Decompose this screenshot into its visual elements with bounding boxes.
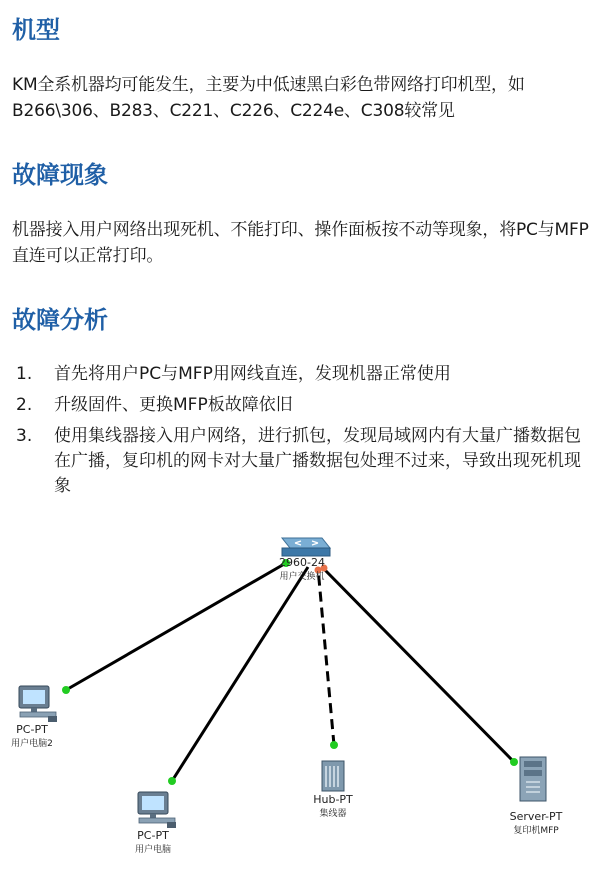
- analysis-item-text: 首先将用户PC与MFP用网线直连，发现机器正常使用: [54, 364, 451, 384]
- server-model-label: Server-PT: [509, 810, 563, 823]
- analysis-item-number: 2.: [16, 395, 33, 415]
- link-pc1-switch: [172, 567, 308, 781]
- link-status-dot: [62, 686, 70, 694]
- server-name-label: 复印机MFP: [513, 826, 559, 836]
- heading-model: 机型: [12, 16, 60, 44]
- heading-symptom: 故障现象: [12, 161, 108, 189]
- server-icon: [520, 757, 546, 801]
- link-status-dot: [330, 741, 338, 749]
- analysis-item-number: 1.: [16, 364, 33, 384]
- pc2-name-label: 用户电脑2: [11, 739, 53, 749]
- analysis-list: [12, 362, 592, 505]
- hub-model-label: Hub-PT: [313, 793, 353, 806]
- network-diagram: [0, 520, 600, 870]
- pc-icon: [138, 792, 176, 828]
- analysis-item: [12, 393, 592, 418]
- analysis-item-number: 3.: [16, 426, 33, 446]
- analysis-item-text: 升级固件、更换MFP板故障依旧: [54, 395, 293, 415]
- pc2-model-label: PC-PT: [16, 723, 48, 736]
- link-hub-switch: [318, 568, 334, 745]
- link-status-dot: [510, 758, 518, 766]
- model-text: KM全系机器均可能发生，主要为中低速黑白彩色带网络打印机型，如B266\306、B283、C221、C226、C224e、C308较常见: [12, 75, 525, 121]
- pc1-model-label: PC-PT: [137, 829, 169, 842]
- switch-name-label: 用户交换机: [279, 572, 325, 582]
- hub-icon: [322, 761, 344, 791]
- symptom-text: 机器接入用户网络出现死机、不能打印、操作面板按不动等现象，将PC与MFP直连可以正常打印。: [12, 220, 589, 266]
- switch-model-label: 2960-24: [279, 556, 325, 569]
- link-status-dot: [168, 777, 176, 785]
- switch-icon: [282, 538, 330, 556]
- hub-name-label: 集线器: [319, 809, 347, 819]
- analysis-item: [12, 424, 592, 499]
- analysis-item: [12, 362, 592, 387]
- link-server-switch: [323, 568, 514, 762]
- pc1-name-label: 用户电脑: [134, 845, 172, 855]
- analysis-item-text: 使用集线器接入用户网络，进行抓包，发现局域网内有大量广播数据包在广播，复印机的网卡对大量广播数据包处理不过来，导致出现死机现象: [54, 426, 581, 496]
- heading-analysis: 故障分析: [12, 306, 108, 334]
- pc-icon: [19, 686, 57, 722]
- link-pc2-switch: [66, 563, 286, 690]
